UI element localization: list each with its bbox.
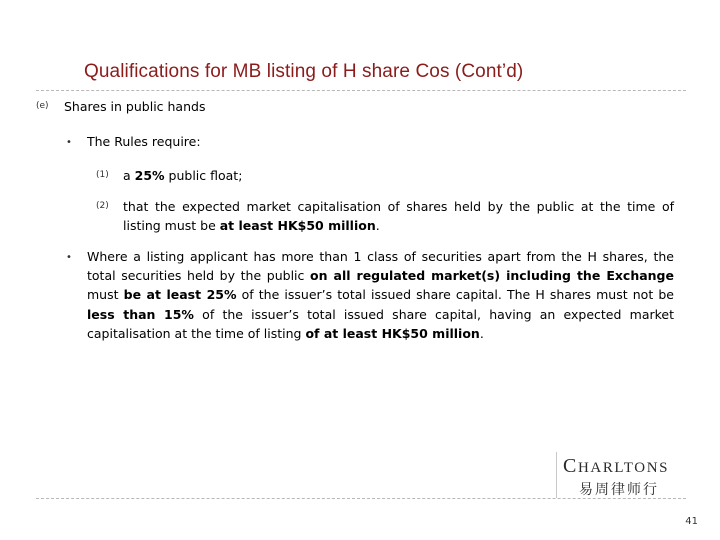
top-divider	[36, 90, 686, 91]
page-number: 41	[685, 516, 698, 527]
logo-wordmark: CHARLTONS	[563, 455, 670, 477]
sub-item-public-float: a 25% public float;	[123, 168, 243, 183]
sub-item-market-cap: that the expected market capitalisation of shares held by the public at the time of listing must be at least HK$50 million.	[123, 199, 674, 233]
bullet-icon: •	[66, 252, 72, 263]
logo-chinese-name: 易周律师行	[579, 482, 659, 498]
bullet-multiple-classes: Where a listing applicant has more than 1 class of securities apart from the H shares, the total securities held by the public on all regulated market(s) including the Exchange must be at least 25% of the issuer’s total issued share capital. The H shares must not be less than 15% of the issuer’s total issued share capital, having an expected market capitalisation at the time of listing of at least HK$50 million.	[87, 249, 675, 341]
section-marker: (e)	[36, 101, 49, 111]
section-heading: Shares in public hands	[64, 99, 206, 114]
bottom-divider	[36, 498, 686, 499]
sub-item-marker: (2)	[96, 201, 109, 211]
slide-title: Qualifications for MB listing of H share Cos (Cont’d)	[84, 61, 524, 82]
sub-item-marker: (1)	[96, 170, 109, 180]
bullet-icon: •	[66, 137, 72, 148]
bullet-rules-require: The Rules require:	[87, 134, 201, 149]
charltons-logo	[556, 452, 687, 498]
